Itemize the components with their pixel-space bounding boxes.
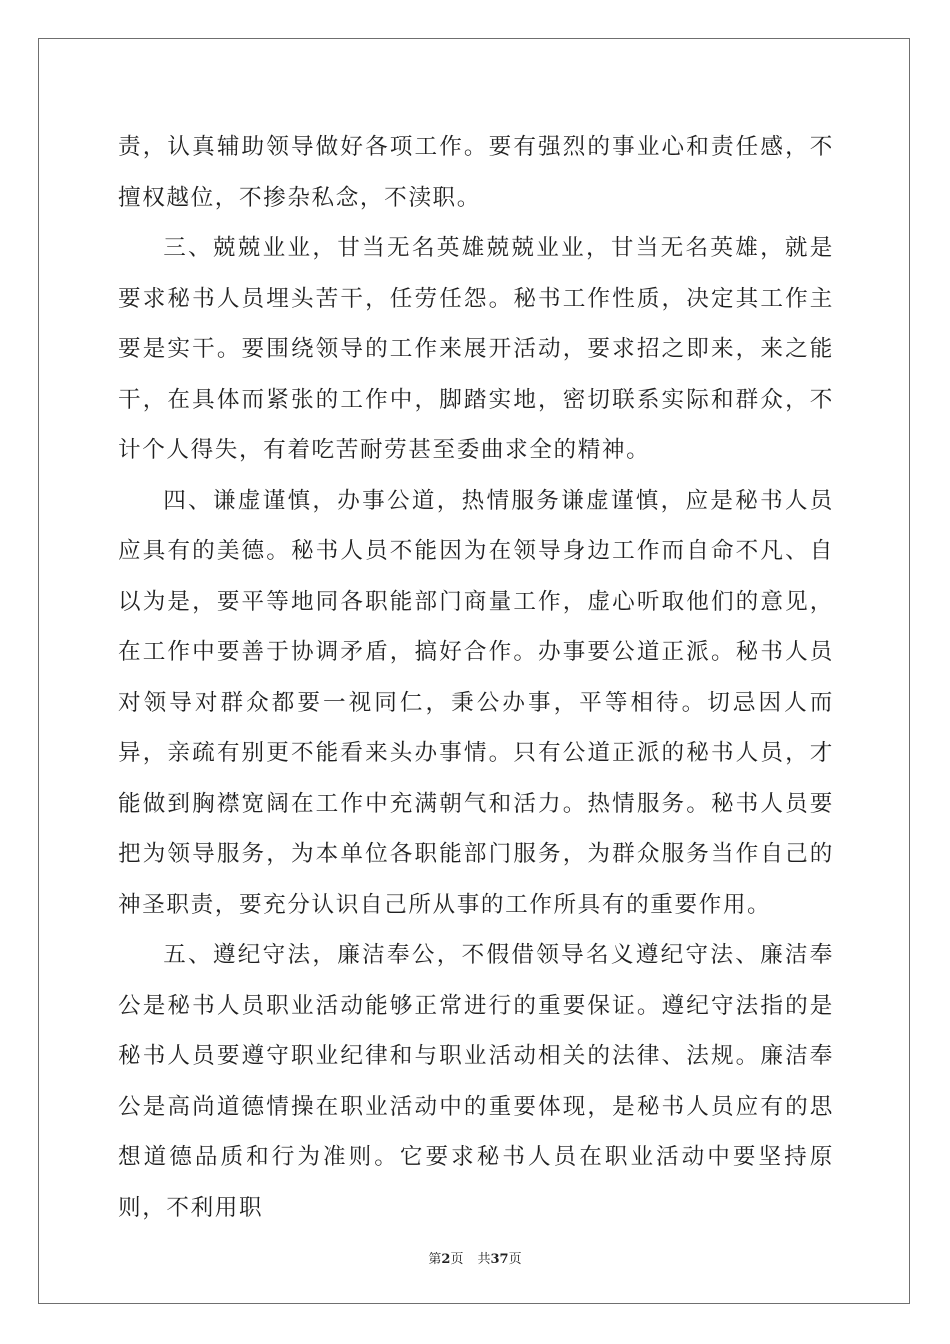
paragraph: 五、遵纪守法，廉洁奉公，不假借领导名义遵纪守法、廉洁奉公是秘书人员职业活动能够正常进行的重要保证。遵纪守法指的是秘书人员要遵守职业纪律和与职业活动相关的法律、法规。廉洁奉公是高尚道德情操在职业活动中的重要体现，是秘书人员应有的思想道德品质和行为准则。它要求秘书人员在职业活动中要坚持原则，不利用职 xyxy=(118,942,834,1221)
total-pages: 37 xyxy=(490,1252,509,1267)
paragraph: 三、兢兢业业，甘当无名英雄兢兢业业，甘当无名英雄，就是要求秘书人员埋头苦干，任劳任怨。秘书工作性质，决定其工作主要是实干。要围绕领导的工作来展开活动，要求招之即来，来之能干，在具体而紧张的工作中，脚踏实地，密切联系实际和群众，不计个人得失，有着吃苦耐劳甚至委曲求全的精神。 xyxy=(118,235,834,463)
page-footer xyxy=(0,1248,950,1267)
paragraph: 责，认真辅助领导做好各项工作。要有强烈的事业心和责任感，不擅权越位，不掺杂私念，不渎职。 xyxy=(118,134,834,211)
page-prefix: 第 xyxy=(428,1252,442,1267)
page-suffix: 页 xyxy=(450,1252,464,1267)
total-suffix: 页 xyxy=(508,1252,522,1267)
paragraph: 四、谦虚谨慎，办事公道，热情服务谦虚谨慎，应是秘书人员应具有的美德。秘书人员不能因为在领导身边工作而自命不凡、自以为是，要平等地同各职能部门商量工作，虚心听取他们的意见，在工作中要善于协调矛盾，搞好合作。办事要公道正派。秘书人员对领导对群众都要一视同仁，秉公办事，平等相待。切忌因人而异，亲疏有别更不能看来头办事情。只有公道正派的秘书人员，才能做到胸襟宽阔在工作中充满朝气和活力。热情服务。秘书人员要把为领导服务，为本单位各职能部门服务，为群众服务当作自己的神圣职责，要充分认识自己所从事的工作所具有的重要作用。 xyxy=(118,487,834,918)
page-number: 2 xyxy=(441,1252,451,1267)
total-prefix: 共 xyxy=(477,1252,491,1267)
document-body xyxy=(118,122,834,1233)
